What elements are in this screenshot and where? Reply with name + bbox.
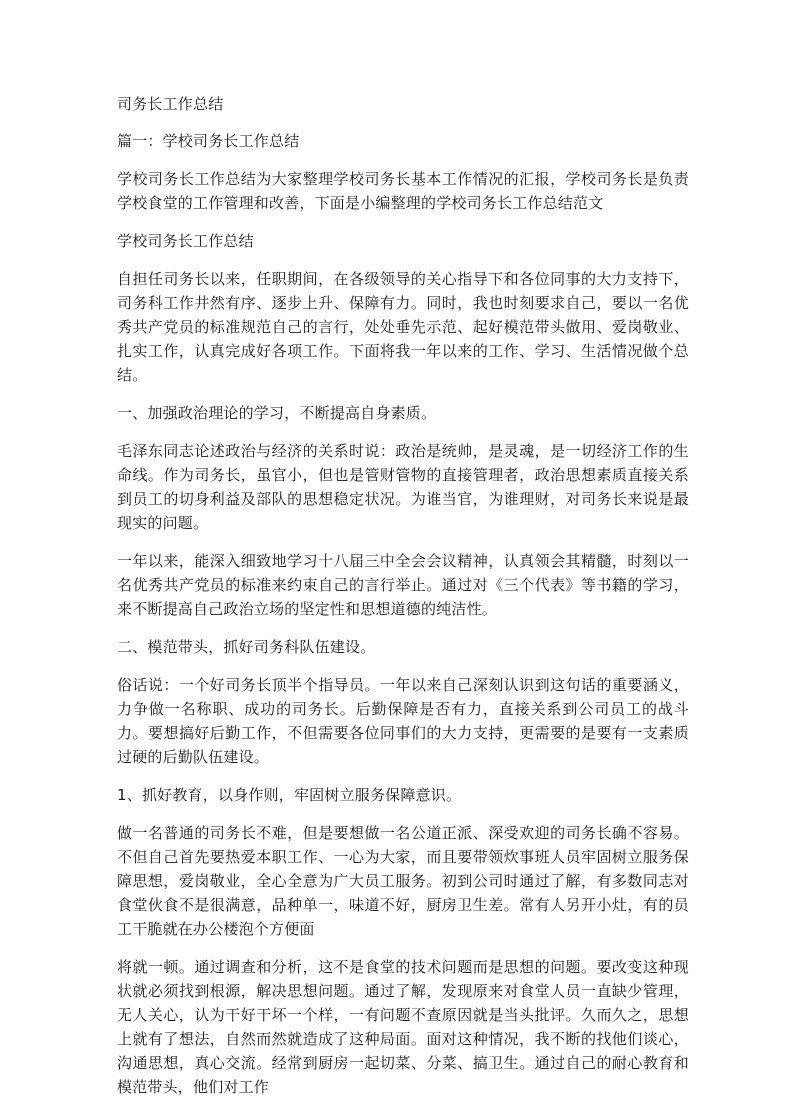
document-title: 司务长工作总结 [117,95,224,113]
body-paragraph: 毛泽东同志论述政治与经济的关系时说：政治是统帅，是灵魂，是一切经济工作的生命线。作为司务长，虽官小，但也是管财管物的直接管理者，政治思想素质直接关系到员工的切身利益及部队的思想稳定状况。为谁当官，为谁理财，对司务长来说是最现实的问题。 [117,442,689,532]
body-paragraph: 俗话说：一个好司务长顶半个指导员。一年以来自己深刻认识到这句话的重要涵义，力争做一名称职、成功的司务长。后勤保障是否有力，直接关系到公司员工的战斗力。要想搞好后勤工作，不但需要各位同事们的大力支持，更需要的是要有一支素质过硬的后勤队伍建设。 [117,676,689,766]
heading-team-building: 二、模范带头，抓好司务科队伍建设。 [117,638,376,656]
body-paragraph: 将就一顿。通过调查和分析，这不是食堂的技术问题而是思想的问题。要改变这种现状就必须找到根源，解决思想问题。通过了解，发现原来对食堂人员一直缺少管理，无人关心，认为干好干坏一个样，一有问题不查原因就是当头批评。久而久之，思想上就有了想法，自然而然就造成了这种局面。面对这种情况，我不断的找他们谈心，沟通思想，真心交流。经常到厨房一起切菜、分菜、搞卫生。通过自己的耐心教育和模范带头，他们对工作 [117,958,689,1096]
intro-paragraph: 学校司务长工作总结为大家整理学校司务长基本工作情况的汇报，学校司务长是负责学校食堂的工作管理和改善，下面是小编整理的学校司务长工作总结范文 [117,170,689,212]
body-paragraph: 一年以来，能深入细致地学习十八届三中全会会议精神，认真领会其精髓，时刻以一名优秀共产党员的标准来约束自己的言行举止。通过对《三个代表》等书籍的学习，来不断提高自己政治立场的坚定性和思想道德的纯洁性。 [117,552,689,618]
document-subtitle: 篇一：学校司务长工作总结 [117,132,300,150]
document-body [117,92,689,1113]
body-paragraph: 做一名普通的司务长不难，但是要想做一名公道正派、深受欢迎的司务长确不容易。不但自己首先要热爱本职工作、一心为大家，而且要带领炊事班人员牢固树立服务保障思想，爱岗敬业，全心全意为广大员工服务。初到公司时通过了解，有多数同志对食堂伙食不是很满意，品种单一，味道不好，厨房卫生差。常有人另开小灶，有的员工干脆就在办公楼泡个方便面 [117,824,689,938]
heading-education: 1、抓好教育，以身作则，牢固树立服务保障意识。 [117,786,462,804]
section-title: 学校司务长工作总结 [117,232,254,250]
heading-politics: 一、加强政治理论的学习，不断提高自身素质。 [117,404,437,422]
body-paragraph: 自担任司务长以来，任职期间，在各级领导的关心指导下和各位同事的大力支持下，司务科工作井然有序、逐步上升、保障有力。同时，我也时刻要求自己，要以一名优秀共产党员的标准规范自己的言行，处处垂先示范、起好模范带头做用、爱岗敬业、扎实工作，认真完成好各项工作。下面将我一年以来的工作、学习、生活情况做个总结。 [117,270,689,384]
